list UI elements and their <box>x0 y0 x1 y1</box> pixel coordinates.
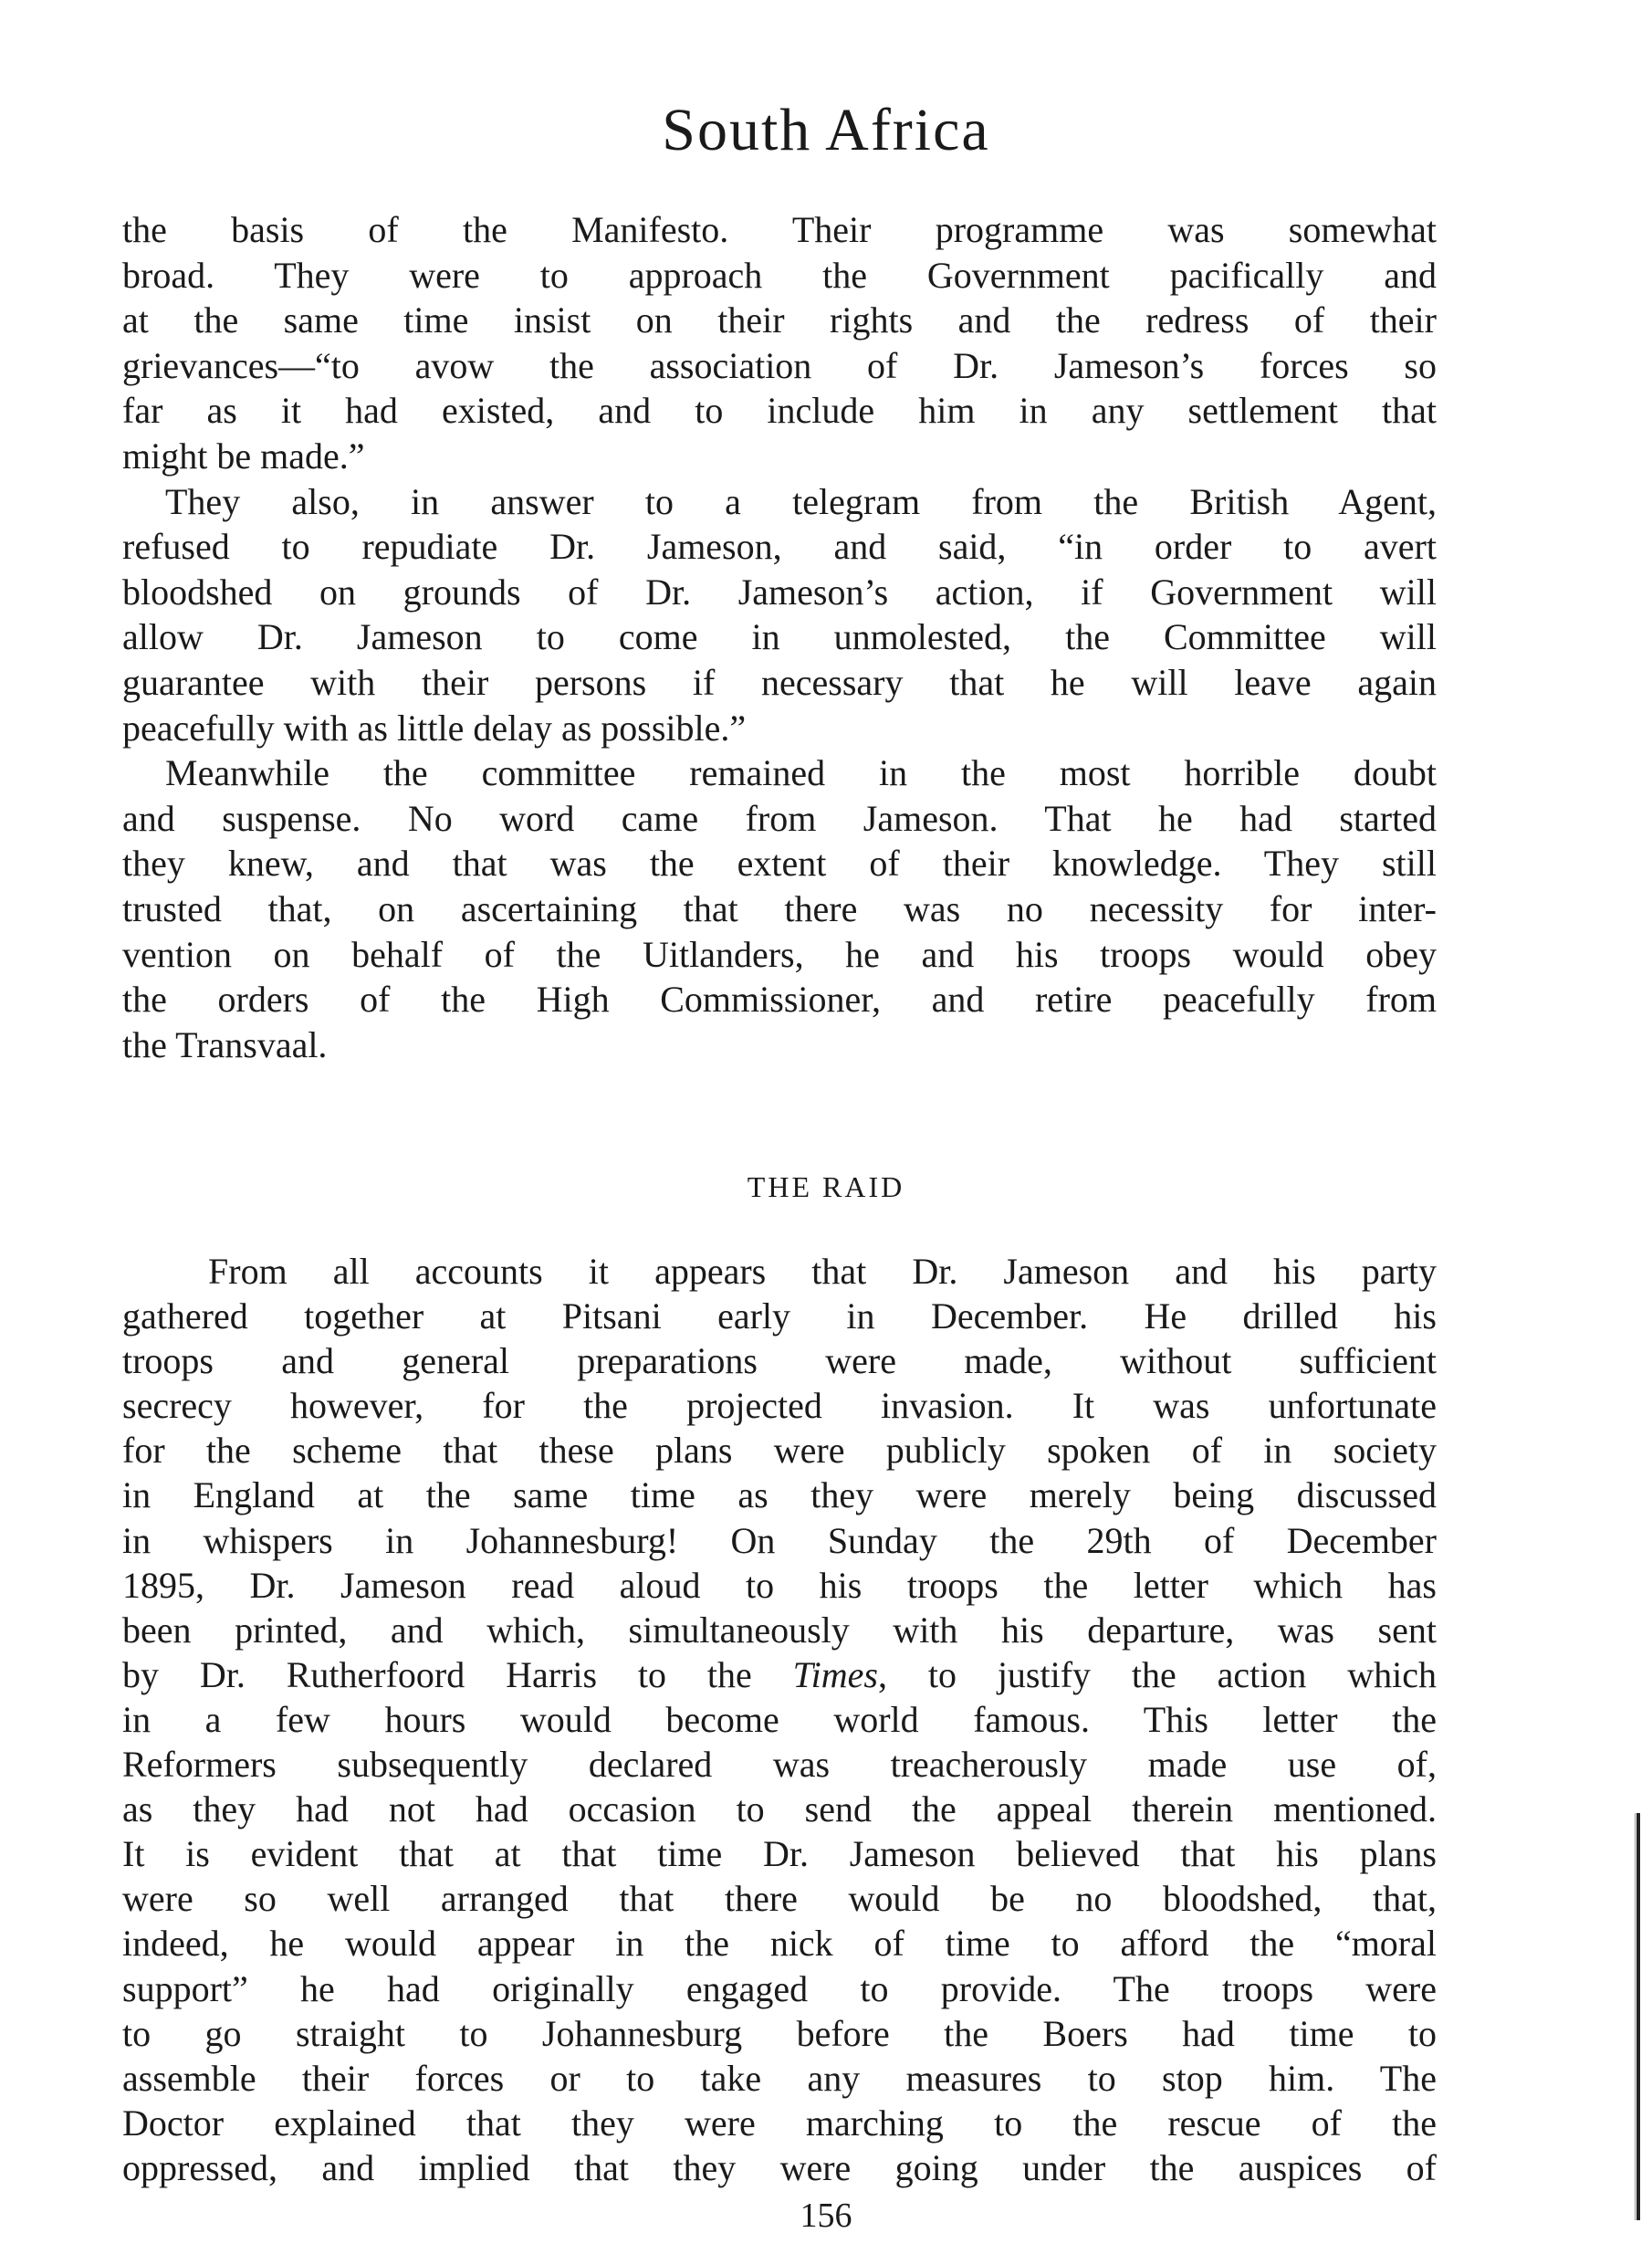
text-line: indeed, he would appear in the nick of time to afford the “moral <box>122 1923 1437 1965</box>
text-line: vention on behalf of the Uitlanders, he and his troops would obey <box>122 933 1437 975</box>
text-line: in England at the same time as they were merely being discussed <box>122 1474 1437 1516</box>
page-edge-mark <box>1636 1813 1640 2220</box>
text-line: From all accounts it appears that Dr. Jameson and his party <box>208 1251 1437 1292</box>
text-line: Reformers subsequently declared was treacherously made use of, <box>122 1744 1437 1786</box>
text-line: Meanwhile the committee remained in the most horrible doubt <box>165 752 1437 794</box>
text-line: for the scheme that these plans were publicly spoken of in society <box>122 1430 1437 1472</box>
text-line: and suspense. No word came from Jameson. That he had started <box>122 797 1437 839</box>
text-line: secrecy however, for the projected invasion. It was unfortunate <box>122 1385 1437 1427</box>
text-line: were so well arranged that there would be no bloodshed, that, <box>122 1878 1437 1920</box>
text-line: grievances—“to avow the association of Dr. Jameson’s forces so <box>122 344 1437 386</box>
text-line: They also, in answer to a telegram from the British Agent, <box>165 480 1437 522</box>
text-line: to go straight to Johannesburg before the Boers had time to <box>122 2012 1437 2054</box>
text-line: Doctor explained that they were marching to the rescue of the <box>122 2102 1437 2144</box>
text-line: troops and general preparations were made, without sufficient <box>122 1340 1437 1382</box>
text-line <box>122 1652 1437 1697</box>
text-line: It is evident that at that time Dr. Jameson believed that his plans <box>122 1833 1437 1875</box>
text-line: at the same time insist on their rights and the redress of their <box>122 299 1437 341</box>
italic-title: Times <box>792 1653 878 1695</box>
running-head-title: South Africa <box>662 97 990 163</box>
text-line: in whispers in Johannesburg! On Sunday the 29th of December <box>122 1519 1437 1561</box>
text-line: as they had not had occasion to send the appeal therein mentioned. <box>122 1788 1437 1830</box>
text-line: in a few hours would become world famous. This letter the <box>122 1698 1437 1740</box>
text-line: guarantee with their persons if necessary that he will leave again <box>122 661 1437 703</box>
text-line: the basis of the Manifesto. Their programme was somewhat <box>122 209 1437 250</box>
text-segment: , to justify the action which <box>877 1653 1437 1695</box>
text-line: the orders of the High Commissioner, and retire peacefully from <box>122 979 1437 1021</box>
text-line: assemble their forces or to take any measures to stop him. The <box>122 2057 1437 2099</box>
text-line: support” he had originally engaged to provide. The troops were <box>122 1967 1437 2009</box>
text-line: been printed, and which, simultaneously with his departure, was sent <box>122 1609 1437 1651</box>
text-line: peacefully with as little delay as possible.” <box>122 707 747 749</box>
text-line: broad. They were to approach the Government pacifically and <box>122 254 1437 296</box>
text-line: bloodshed on grounds of Dr. Jameson’s action, if Government will <box>122 571 1437 613</box>
text-block-the-raid <box>122 1249 1437 2190</box>
text-line: trusted that, on ascertaining that there was no necessity for inter- <box>122 887 1437 929</box>
text-block-upper <box>122 207 1437 1067</box>
text-line: might be made.” <box>122 435 365 477</box>
text-line: oppressed, and implied that they were going under the auspices of <box>122 2146 1437 2188</box>
text-line: 1895, Dr. Jameson read aloud to his troops the letter which has <box>122 1564 1437 1606</box>
text-line: the Transvaal. <box>122 1023 328 1065</box>
section-heading: THE RAID <box>747 1170 905 1203</box>
text-line: gathered together at Pitsani early in December. He drilled his <box>122 1295 1437 1337</box>
text-line: refused to repudiate Dr. Jameson, and said, “in order to avert <box>122 526 1437 568</box>
text-line: far as it had existed, and to include him in any settlement that <box>122 390 1437 432</box>
page-number: 156 <box>800 2196 852 2235</box>
text-line: they knew, and that was the extent of their knowledge. They still <box>122 843 1437 885</box>
text-line: allow Dr. Jameson to come in unmolested, the Committee will <box>122 616 1437 658</box>
page-edge-shadow <box>1635 1813 1636 2220</box>
text-segment: by Dr. Rutherfoord Harris to the <box>122 1653 793 1695</box>
